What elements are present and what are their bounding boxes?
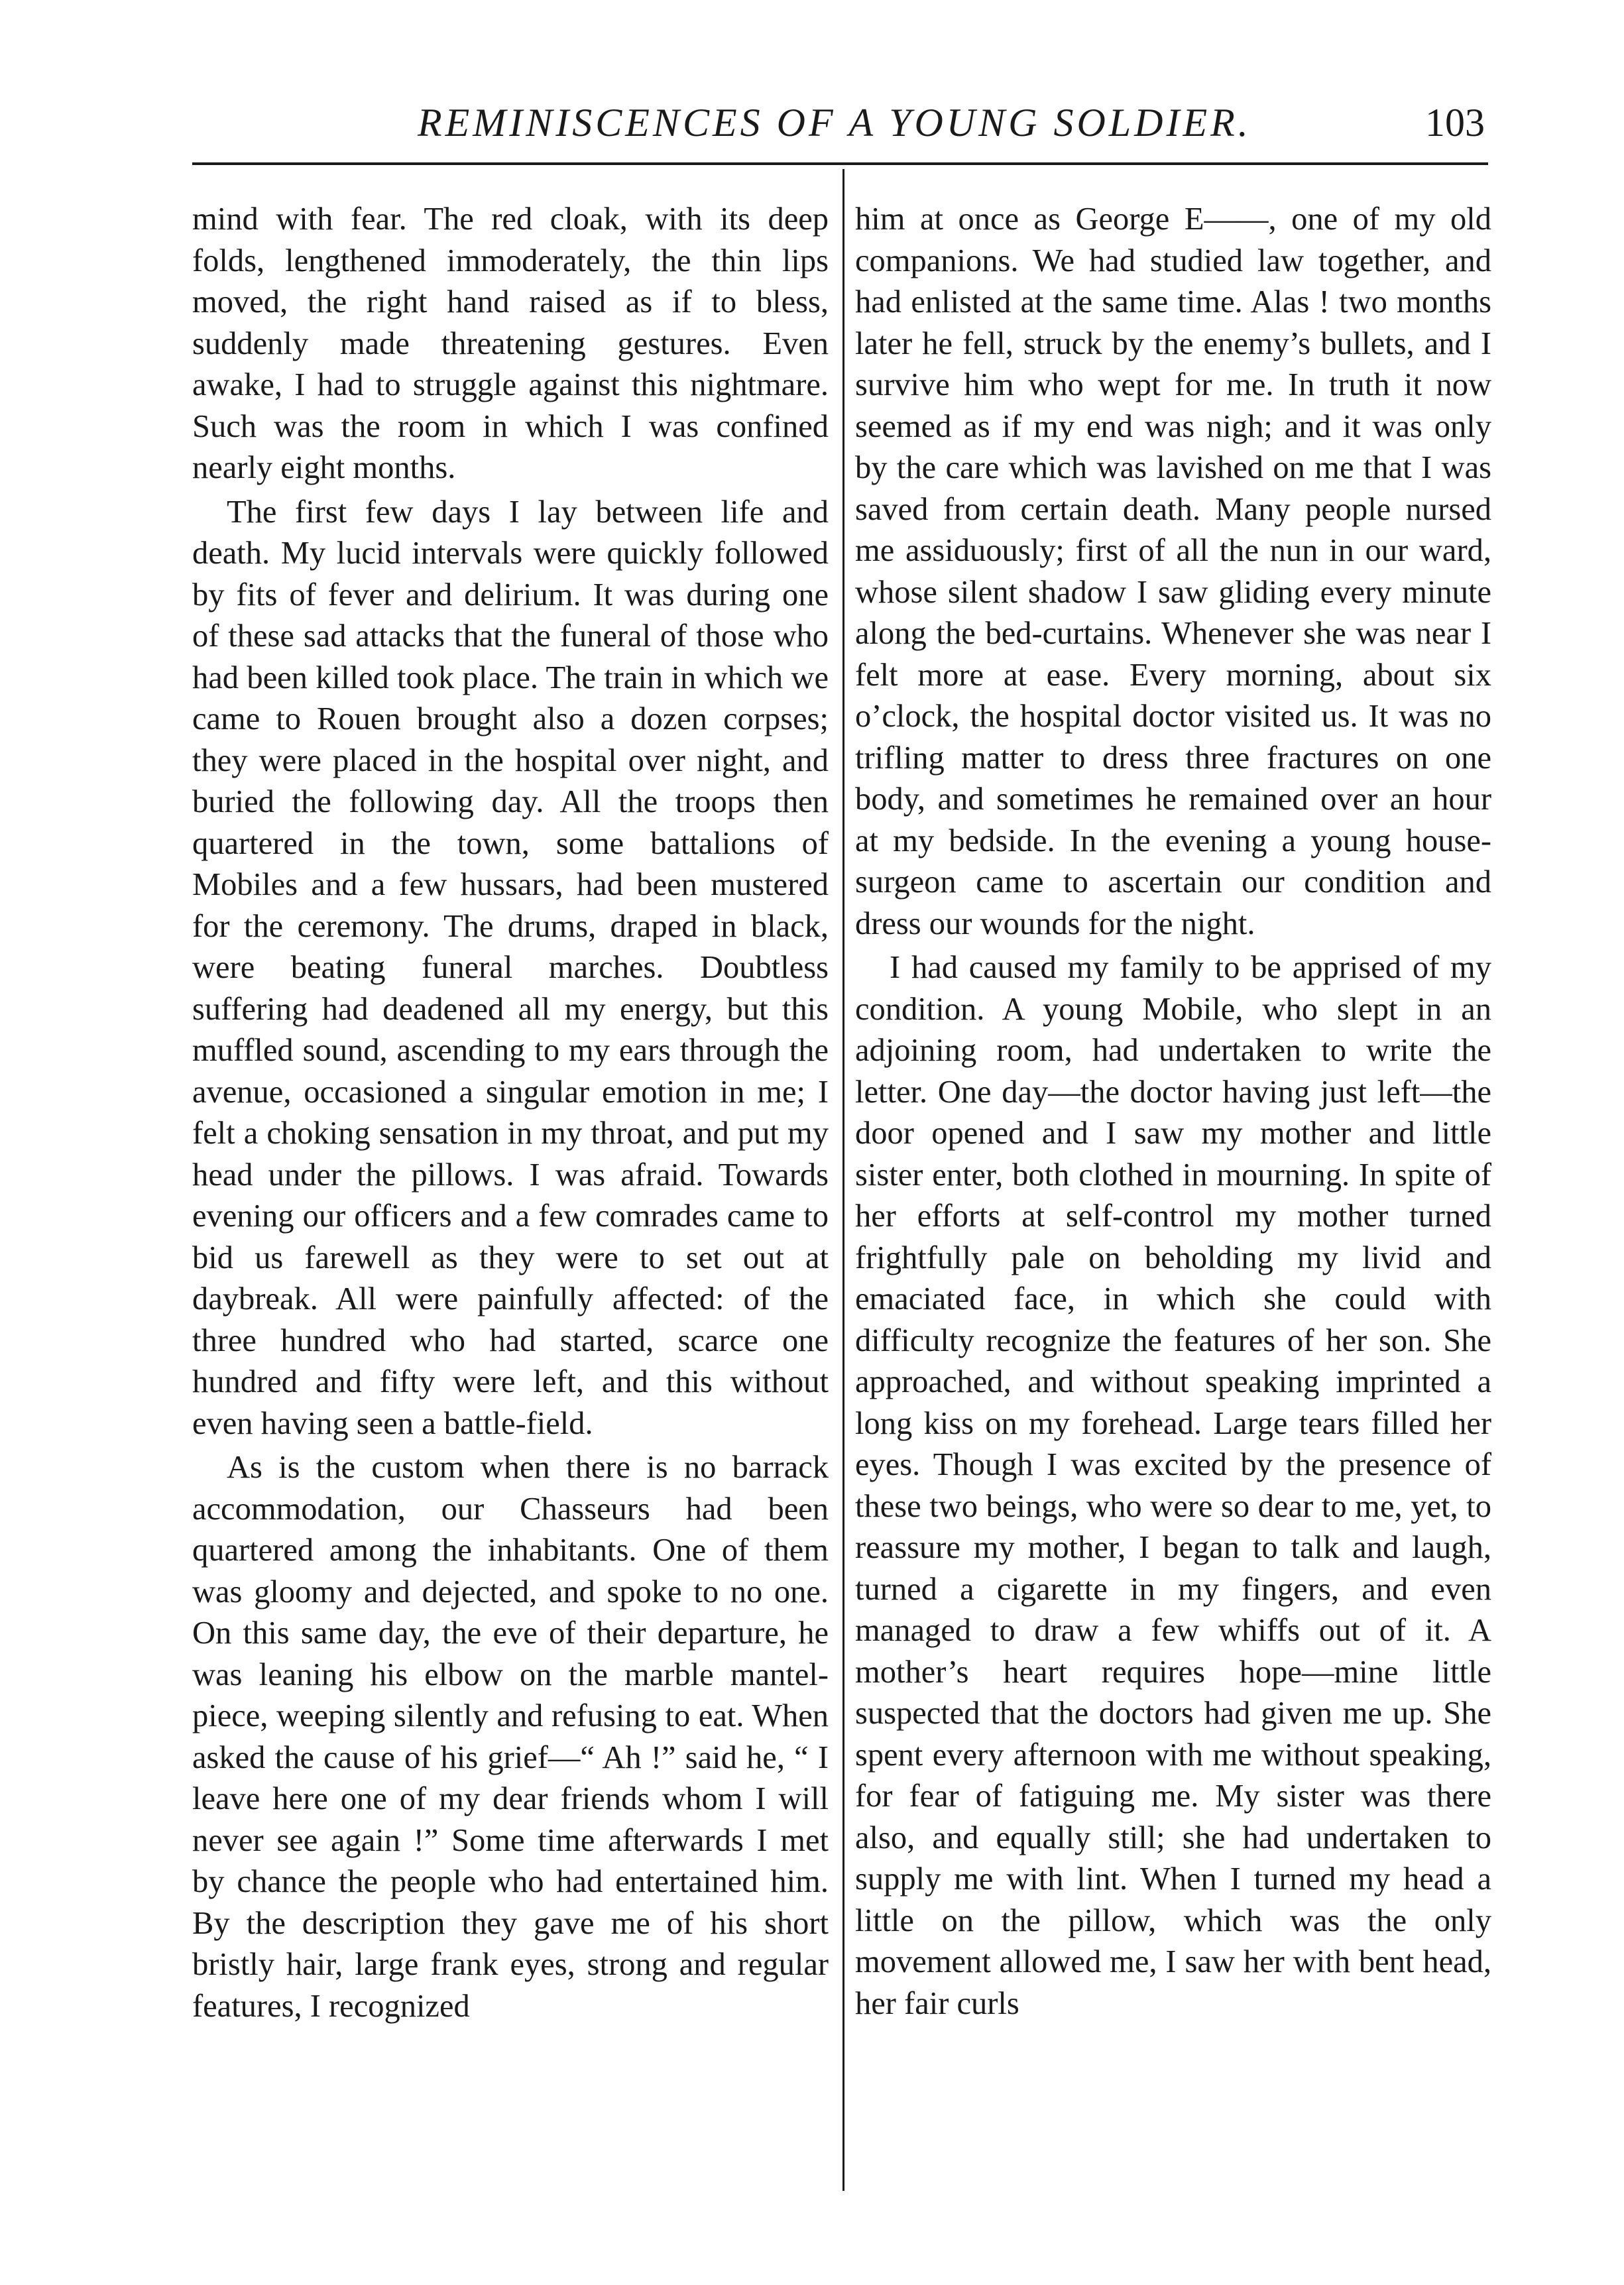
running-title: REMINISCENCES OF A YOUNG SOLDIER. (418, 101, 1251, 145)
paragraph: mind with fear. The red cloak, with its deep folds, lengthened immoderately, the thin lips moved, the right hand raised as if to bless, suddenly made threatening gestures. Even awake, I had to struggle against this nightmare. Such was the room in which I was confined nearly eight months. (192, 202, 829, 485)
paragraph: I had caused my family to be apprised of my condition. A young Mobile, who slept in an adjoining room, had undertaken to write the letter. One day—the doctor having just left—the door opened and I saw my mother and little sister enter, both clothed in mourning. In spite of her efforts at self-control my mother turned frightfully pale on beholding my livid and emaciated face, in which she could with difficulty recognize the features of her son. She approached, and without speaking imprinted a long kiss on my forehead. Large tears filled her eyes. Though I was excited by the presence of these two beings, who were so dear to me, yet, to reassure my mother, I began to talk and laugh, turned a cigarette in my fingers, and even managed to draw a few whiffs out of it. A mother’s heart requires hope—mine little suspected that the doctors had given me up. She spent every afternoon with me without speaking, for fear of fatiguing me. My sister was there also, and equally still; she had undertaken to supply me with lint. When I turned my head a little on the pillow, which was the only movement allowed me, I saw her with bent head, her fair curls (855, 950, 1491, 2021)
page-number: 103 (1425, 101, 1485, 145)
right-column (855, 199, 1491, 2168)
paragraph: The first few days I lay between life and death. My lucid intervals were quickly followed by fits of fever and delirium. It was during one of these sad attacks that the funeral of those who had been killed took place. The train in which we came to Rouen brought also a dozen corpses; they were placed in the hospital over night, and buried the following day. All the troops then quartered in the town, some battalions of Mobiles and a few hussars, had been mustered for the ceremony. The drums, draped in black, were beating funeral marches. Doubtless suffering had deadened all my energy, but this muffled sound, ascending to my ears through the avenue, occasioned a singular emotion in me; I felt a choking sensation in my throat, and put my head under the pillows. I was afraid. Towards evening our officers and a few comrades came to bid us farewell as they were to set out at daybreak. All were painfully affected: of the three hundred who had started, scarce one hundred and fifty were left, and this without even having seen a battle-field. (192, 494, 829, 1441)
left-column (192, 199, 829, 2168)
paragraph: him at once as George E——, one of my old companions. We had studied law together, and had enlisted at the same time. Alas ! two months later he fell, struck by the enemy’s bullets, and I survive him who wept for me. In truth it now seemed as if my end was nigh; and it was only by the care which was lavished on me that I was saved from certain death. Many people nursed me assiduously; first of all the nun in our ward, whose silent shadow I saw gliding every minute along the bed-curtains. Whenever she was near I felt more at ease. Every morning, about six o’clock, the hospital doctor visited us. It was no trifling matter to dress three fractures on one body, and sometimes he remained over an hour at my bedside. In the evening a young house-surgeon came to ascertain our condition and dress our wounds for the night. (855, 202, 1491, 941)
paragraph: As is the custom when there is no barrack accommodation, our Chasseurs had been quartered among the inhabitants. One of them was gloomy and dejected, and spoke to no one. On this same day, the eve of their departure, he was leaning his elbow on the marble mantel-piece, weeping silently and refusing to eat. When asked the cause of his grief—“ Ah !” said he, “ I leave here one of my dear friends whom I will never see again !” Some time afterwards I met by chance the people who had entertained him. By the description they gave me of his short bristly hair, large frank eyes, strong and regular features, I recognized (192, 1450, 829, 2024)
header-rule (192, 162, 1488, 165)
column-divider (842, 169, 844, 2191)
running-head (192, 93, 1488, 152)
